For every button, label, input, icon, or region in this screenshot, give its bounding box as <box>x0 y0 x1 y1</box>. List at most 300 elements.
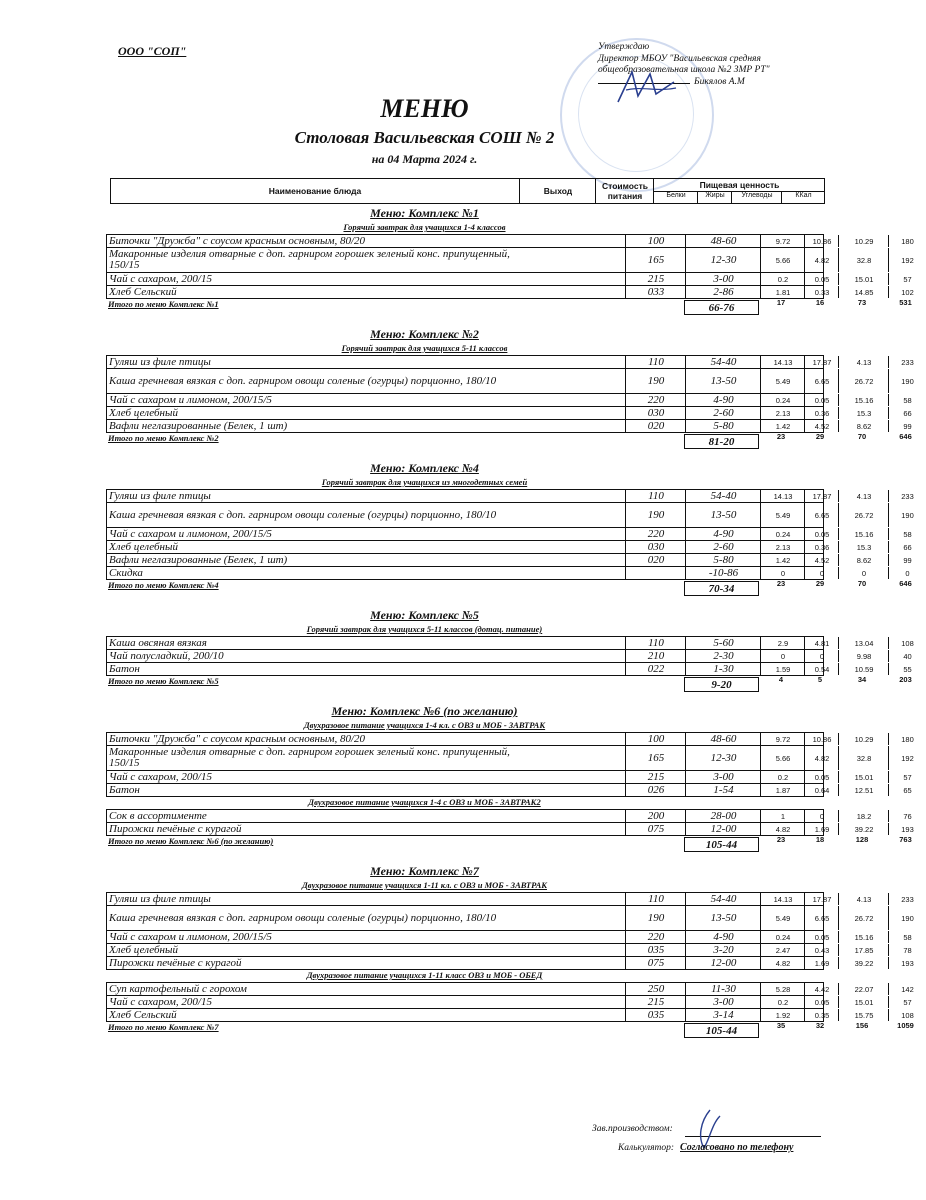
dish-name: Батон <box>109 662 140 675</box>
dish-name: Скидка <box>109 566 143 579</box>
dish-fat: 0.05 <box>804 273 839 285</box>
table-row <box>106 995 912 1009</box>
dish-name: Биточки "Дружба" с соусом красным основным, 80/20 <box>109 234 366 247</box>
dish-name: Каша гречневая вязкая с доп. гарниром овощи соленые (огурцы) порционно, 180/10 <box>109 911 497 924</box>
dish-name: Макаронные изделия отварные с доп. гарниром горошек зеленый конс. припущенный, 150/15 <box>109 746 510 769</box>
group-subtitle: Двухразовое питание учащихся 1-4 с ОВЗ и МОБ - ЗАВТРАК2 <box>308 797 541 807</box>
dish-carbs: 4.13 <box>838 893 889 905</box>
total-kcal: 646 <box>899 579 912 588</box>
dish-name: Каша овсяная вязкая <box>109 636 207 649</box>
total-protein: 23 <box>776 835 786 844</box>
dish-kcal: 76 <box>888 810 926 822</box>
dish-name: Чай с сахаром, 200/15 <box>109 995 212 1008</box>
table-row <box>106 540 912 554</box>
header-carbs: Углеводы <box>731 192 782 203</box>
dish-name: Пирожки печёные с курагой <box>109 956 242 969</box>
dish-name: Хлеб Сельский <box>109 285 177 298</box>
table-row <box>106 892 914 906</box>
dish-protein: 14.13 <box>760 893 805 905</box>
dish-cost: 3-00 <box>685 273 761 285</box>
section-total <box>106 432 912 449</box>
dish-kcal: 190 <box>888 503 926 527</box>
dish-fat: 6.65 <box>804 906 839 930</box>
dish-yield: 215 <box>625 996 686 1008</box>
table-row <box>106 822 914 836</box>
dish-name: Батон <box>109 783 140 796</box>
dish-name: Чай с сахаром и лимоном, 200/15/5 <box>109 527 272 540</box>
page-title: МЕНЮ <box>380 94 469 123</box>
total-carbs: 156 <box>855 1021 869 1030</box>
dish-carbs: 26.72 <box>838 503 889 527</box>
dish-cost: 3-20 <box>685 944 761 956</box>
dish-carbs: 39.22 <box>838 823 889 835</box>
dish-kcal: 190 <box>888 369 926 393</box>
table-row <box>106 783 912 797</box>
dish-fat: 1.69 <box>804 957 839 969</box>
dish-kcal: 99 <box>888 554 926 566</box>
dish-name: Чай полусладкий, 200/10 <box>109 649 224 662</box>
dish-protein: 0 <box>760 567 805 579</box>
dish-yield: 215 <box>625 771 686 783</box>
dish-kcal: 65 <box>888 784 926 796</box>
dish-name: Гуляш из филе птицы <box>109 892 211 905</box>
total-kcal: 763 <box>899 835 912 844</box>
manager-label: Зав.производством: <box>592 1124 673 1134</box>
dish-protein: 14.13 <box>760 490 805 502</box>
dish-protein: 9.72 <box>760 733 805 745</box>
table-row <box>106 770 912 784</box>
dish-yield: 165 <box>625 746 686 770</box>
dish-yield: 190 <box>625 503 686 527</box>
dish-cost: 4-90 <box>685 931 761 943</box>
dish-fat: 4.52 <box>804 554 839 566</box>
header-nutrition: Пищевая ценность <box>653 179 825 192</box>
dish-cost: 54-40 <box>685 356 761 368</box>
dish-fat: 10.86 <box>804 733 839 745</box>
dish-cost: 48-60 <box>685 235 761 247</box>
section-title: Меню: Комплекс №5 <box>370 608 479 622</box>
dish-name: Биточки "Дружба" с соусом красным основным, 80/20 <box>109 732 366 745</box>
table-row <box>106 662 912 676</box>
dish-cost: 5-80 <box>685 420 761 432</box>
dish-cost: 5-80 <box>685 554 761 566</box>
dish-carbs: 15.01 <box>838 273 889 285</box>
dish-carbs: 9.98 <box>838 650 889 662</box>
dish-fat: 0 <box>804 567 839 579</box>
dish-yield: 100 <box>625 733 686 745</box>
dish-cost: -10-86 <box>685 567 761 579</box>
dish-fat: 0.05 <box>804 996 839 1008</box>
total-fat: 18 <box>815 835 825 844</box>
dish-cost: 12-30 <box>685 746 761 770</box>
dish-carbs: 15.75 <box>838 1009 889 1021</box>
dish-fat: 0.43 <box>804 944 839 956</box>
dish-yield: 020 <box>625 420 686 432</box>
dish-yield: 110 <box>625 893 686 905</box>
dish-yield: 165 <box>625 248 686 272</box>
dish-carbs: 15.16 <box>838 528 889 540</box>
table-row <box>106 502 914 528</box>
dish-name: Чай с сахаром и лимоном, 200/15/5 <box>109 393 272 406</box>
total-cost: 105-44 <box>684 1023 759 1038</box>
dish-name: Каша гречневая вязкая с доп. гарниром овощи соленые (огурцы) порционно, 180/10 <box>109 374 497 387</box>
approval-line-3: общеобразовательная школа №2 ЗМР РТ" <box>598 65 770 75</box>
header-yield: Выход <box>519 179 596 203</box>
total-protein: 35 <box>776 1021 786 1030</box>
dish-cost: 28-00 <box>685 810 761 822</box>
table-row <box>106 285 914 299</box>
dish-fat: 0 <box>804 810 839 822</box>
dish-protein: 2.47 <box>760 944 805 956</box>
dish-fat: 0.64 <box>804 784 839 796</box>
table-row <box>106 943 912 957</box>
table-row <box>106 732 914 746</box>
total-protein: 4 <box>778 675 784 684</box>
table-row <box>106 368 914 394</box>
group-subtitle: Горячий завтрак для учащихся 1-4 классов <box>343 222 506 232</box>
dish-kcal: 66 <box>888 407 926 419</box>
dish-yield: 026 <box>625 784 686 796</box>
dish-name: Суп картофельный с горохом <box>109 982 247 995</box>
dish-kcal: 57 <box>888 273 926 285</box>
calculator-label: Калькулятор: <box>618 1143 675 1153</box>
total-fat: 16 <box>815 298 825 307</box>
dish-yield: 190 <box>625 906 686 930</box>
total-carbs: 70 <box>857 432 867 441</box>
dish-fat: 0.05 <box>804 771 839 783</box>
dish-carbs: 10.29 <box>838 733 889 745</box>
dish-yield: 190 <box>625 369 686 393</box>
dish-fat: 0.05 <box>804 394 839 406</box>
group-subtitle: Горячий завтрак для учащихся 5-11 классов <box>341 343 508 353</box>
total-protein: 23 <box>776 579 786 588</box>
total-cost: 66-76 <box>684 300 759 315</box>
dish-carbs: 15.16 <box>838 931 889 943</box>
dish-fat: 17.87 <box>804 490 839 502</box>
dish-protein: 0.24 <box>760 528 805 540</box>
dish-fat: 1.69 <box>804 823 839 835</box>
header-protein: Белки <box>653 192 698 203</box>
dish-fat: 6.65 <box>804 369 839 393</box>
dish-yield: 200 <box>625 810 686 822</box>
section-title: Меню: Комплекс №7 <box>370 864 479 878</box>
dish-fat: 4.42 <box>804 983 839 995</box>
dish-protein: 0.2 <box>760 273 805 285</box>
total-kcal: 203 <box>899 675 912 684</box>
total-kcal: 531 <box>899 298 912 307</box>
dish-cost: 4-90 <box>685 394 761 406</box>
dish-name: Вафли неглазированные (Белек, 1 шт) <box>109 553 288 566</box>
dish-kcal: 102 <box>888 286 926 298</box>
dish-protein: 1.92 <box>760 1009 805 1021</box>
section-total <box>106 835 912 852</box>
total-label: Итого по меню Комплекс №7 <box>108 1022 219 1032</box>
dish-cost: 54-40 <box>685 893 761 905</box>
dish-fat: 0.05 <box>804 931 839 943</box>
table-row <box>106 930 912 944</box>
dish-name: Хлеб целебный <box>109 943 178 956</box>
dish-cost: 13-50 <box>685 906 761 930</box>
dish-protein: 1.42 <box>760 554 805 566</box>
dish-name: Чай с сахаром, 200/15 <box>109 770 212 783</box>
dish-kcal: 66 <box>888 541 926 553</box>
dish-fat: 0.33 <box>804 286 839 298</box>
dish-carbs: 32.8 <box>838 248 889 272</box>
dish-protein: 5.49 <box>760 369 805 393</box>
dish-cost: 13-50 <box>685 503 761 527</box>
dish-kcal: 0 <box>888 567 926 579</box>
dish-carbs: 15.16 <box>838 394 889 406</box>
total-protein: 23 <box>776 432 786 441</box>
section-title: Меню: Комплекс №6 (по желанию) <box>331 704 518 718</box>
header-fat: Жиры <box>697 192 732 203</box>
dish-fat: 4.82 <box>804 248 839 272</box>
dish-cost: 13-50 <box>685 369 761 393</box>
dish-yield: 035 <box>625 944 686 956</box>
total-label: Итого по меню Комплекс №4 <box>108 580 219 590</box>
dish-yield: 215 <box>625 273 686 285</box>
dish-protein: 0.2 <box>760 996 805 1008</box>
approval-line-2: Директор МБОУ "Васильевская средняя <box>598 53 761 64</box>
dish-name: Сок в ассортименте <box>109 809 207 822</box>
dish-carbs: 8.62 <box>838 554 889 566</box>
dish-yield <box>625 567 686 579</box>
dish-carbs: 26.72 <box>838 906 889 930</box>
dish-name: Чай с сахаром, 200/15 <box>109 272 212 285</box>
total-carbs: 70 <box>857 579 867 588</box>
dish-fat: 0.36 <box>804 407 839 419</box>
dish-yield: 220 <box>625 528 686 540</box>
dish-protein: 5.66 <box>760 248 805 272</box>
dish-fat: 17.87 <box>804 893 839 905</box>
dish-carbs: 4.13 <box>838 490 889 502</box>
table-row <box>106 553 912 567</box>
total-protein: 17 <box>776 298 786 307</box>
dish-cost: 12-30 <box>685 248 761 272</box>
dish-protein: 1.42 <box>760 420 805 432</box>
dish-carbs: 10.59 <box>838 663 889 675</box>
dish-protein: 9.72 <box>760 235 805 247</box>
dish-cost: 3-00 <box>685 996 761 1008</box>
dish-fat: 0.54 <box>804 663 839 675</box>
dish-protein: 1 <box>760 810 805 822</box>
dish-protein: 2.13 <box>760 407 805 419</box>
dish-kcal: 233 <box>888 893 926 905</box>
dish-kcal: 57 <box>888 771 926 783</box>
dish-protein: 14.13 <box>760 356 805 368</box>
dish-cost: 48-60 <box>685 733 761 745</box>
group-subtitle: Двухразовое питание учащихся 1-4 кл. с ОВЗ и МОБ - ЗАВТРАК <box>303 720 546 730</box>
dish-yield: 210 <box>625 650 686 662</box>
total-cost: 9-20 <box>684 677 759 692</box>
table-row <box>106 272 912 286</box>
table-row <box>106 809 912 823</box>
dish-kcal: 180 <box>888 235 926 247</box>
dish-kcal: 192 <box>888 746 926 770</box>
dish-cost: 2-60 <box>685 541 761 553</box>
header-name: Наименование блюда <box>268 186 362 196</box>
dish-name: Макаронные изделия отварные с доп. гарниром горошек зеленый конс. припущенный, 150/15 <box>109 248 510 271</box>
table-row <box>106 527 912 541</box>
table-row <box>106 355 914 369</box>
table-row <box>106 649 912 663</box>
dish-protein: 5.49 <box>760 906 805 930</box>
section-title: Меню: Комплекс №4 <box>370 461 479 475</box>
menu-date: на 04 Марта 2024 г. <box>371 152 478 166</box>
total-carbs: 73 <box>857 298 867 307</box>
dish-kcal: 40 <box>888 650 926 662</box>
total-label: Итого по меню Комплекс №2 <box>108 433 219 443</box>
dish-kcal: 108 <box>888 1009 926 1021</box>
dish-name: Каша гречневая вязкая с доп. гарниром овощи соленые (огурцы) порционно, 180/10 <box>109 508 497 521</box>
dish-kcal: 58 <box>888 394 926 406</box>
section-total <box>106 675 912 692</box>
organization-name: ООО "СОП" <box>118 44 187 58</box>
dish-protein: 0.24 <box>760 394 805 406</box>
dish-name: Гуляш из филе птицы <box>109 489 211 502</box>
dish-carbs: 10.29 <box>838 235 889 247</box>
table-row <box>106 1008 914 1022</box>
dish-carbs: 15.3 <box>838 541 889 553</box>
dish-fat: 0.36 <box>804 541 839 553</box>
section-title: Меню: Комплекс №1 <box>370 206 479 220</box>
dish-fat: 4.81 <box>804 637 839 649</box>
dish-kcal: 99 <box>888 420 926 432</box>
dish-carbs: 39.22 <box>838 957 889 969</box>
dish-protein: 1.59 <box>760 663 805 675</box>
dish-yield: 100 <box>625 235 686 247</box>
total-fat: 29 <box>815 432 825 441</box>
table-row <box>106 566 910 580</box>
dish-kcal: 78 <box>888 944 926 956</box>
dish-kcal: 193 <box>888 823 926 835</box>
group-subtitle: Двухразовое питание учащихся 1-11 класс ОВЗ и МОБ - ОБЕД <box>306 970 543 980</box>
table-row <box>106 982 914 996</box>
section-total <box>106 1021 914 1038</box>
table-header <box>110 178 825 204</box>
dish-kcal: 58 <box>888 931 926 943</box>
dish-kcal: 180 <box>888 733 926 745</box>
dish-protein: 5.49 <box>760 503 805 527</box>
dish-yield: 020 <box>625 554 686 566</box>
total-kcal: 646 <box>899 432 912 441</box>
dish-carbs: 15.01 <box>838 771 889 783</box>
dish-carbs: 15.3 <box>838 407 889 419</box>
dish-name: Пирожки печёные с курагой <box>109 822 242 835</box>
total-label: Итого по меню Комплекс №1 <box>108 299 219 309</box>
table-row <box>106 636 914 650</box>
dish-cost: 54-40 <box>685 490 761 502</box>
dish-fat: 4.82 <box>804 746 839 770</box>
dish-cost: 3-14 <box>685 1009 761 1021</box>
dish-kcal: 55 <box>888 663 926 675</box>
dish-cost: 2-60 <box>685 407 761 419</box>
table-row <box>106 956 914 970</box>
dish-protein: 0.24 <box>760 931 805 943</box>
dish-kcal: 233 <box>888 356 926 368</box>
dish-carbs: 26.72 <box>838 369 889 393</box>
dish-protein: 4.82 <box>760 957 805 969</box>
dish-cost: 2-30 <box>685 650 761 662</box>
dish-fat: 0.05 <box>804 528 839 540</box>
dish-name: Хлеб целебный <box>109 406 178 419</box>
dish-protein: 0.2 <box>760 771 805 783</box>
dish-carbs: 32.8 <box>838 746 889 770</box>
dish-cost: 12-00 <box>685 957 761 969</box>
dish-fat: 10.86 <box>804 235 839 247</box>
dish-kcal: 108 <box>888 637 926 649</box>
dish-carbs: 0 <box>838 567 889 579</box>
dish-kcal: 142 <box>888 983 926 995</box>
dish-cost: 2-86 <box>685 286 761 298</box>
calculator-value: Согласовано по телефону <box>680 1142 794 1153</box>
dish-cost: 4-90 <box>685 528 761 540</box>
dish-fat: 0 <box>804 650 839 662</box>
total-carbs: 34 <box>857 675 867 684</box>
dish-carbs: 14.85 <box>838 286 889 298</box>
dish-protein: 5.66 <box>760 746 805 770</box>
group-subtitle: Горячий завтрак для учащихся из многодетных семей <box>321 477 528 487</box>
dish-name: Хлеб Сельский <box>109 1008 177 1021</box>
group-subtitle: Двухразовое питание учащихся 1-11 кл. с ОВЗ и МОБ - ЗАВТРАК <box>301 880 548 890</box>
total-cost: 81-20 <box>684 434 759 449</box>
dish-yield: 033 <box>625 286 686 298</box>
dish-name: Гуляш из филе птицы <box>109 355 211 368</box>
dish-fat: 6.65 <box>804 503 839 527</box>
total-fat: 29 <box>815 579 825 588</box>
section-total <box>106 298 912 315</box>
canteen-name: Столовая Васильевская СОШ № 2 <box>294 128 555 147</box>
table-row <box>106 406 912 420</box>
table-row <box>106 419 912 433</box>
total-cost: 105-44 <box>684 837 759 852</box>
dish-carbs: 13.04 <box>838 637 889 649</box>
dish-carbs: 4.13 <box>838 356 889 368</box>
dish-carbs: 18.2 <box>838 810 889 822</box>
dish-fat: 4.52 <box>804 420 839 432</box>
table-row <box>106 905 914 931</box>
dish-fat: 17.87 <box>804 356 839 368</box>
table-row <box>106 393 912 407</box>
dish-name: Чай с сахаром и лимоном, 200/15/5 <box>109 930 272 943</box>
dish-yield: 110 <box>625 356 686 368</box>
dish-cost: 1-54 <box>685 784 761 796</box>
dish-yield: 075 <box>625 957 686 969</box>
total-fat: 5 <box>817 675 823 684</box>
dish-cost: 1-30 <box>685 663 761 675</box>
table-row <box>106 247 914 273</box>
section-total <box>106 579 912 596</box>
header-kcal: ККал <box>781 192 825 203</box>
dish-carbs: 17.85 <box>838 944 889 956</box>
dish-protein: 2.9 <box>760 637 805 649</box>
section-title: Меню: Комплекс №2 <box>370 327 479 341</box>
dish-carbs: 12.51 <box>838 784 889 796</box>
header-cost: Стоимость питания <box>595 179 654 203</box>
dish-protein: 1.87 <box>760 784 805 796</box>
dish-yield: 030 <box>625 407 686 419</box>
total-fat: 32 <box>815 1021 825 1030</box>
dish-fat: 0.35 <box>804 1009 839 1021</box>
approval-line-1: Утверждаю <box>598 42 650 52</box>
dish-yield: 110 <box>625 490 686 502</box>
dish-protein: 5.28 <box>760 983 805 995</box>
dish-carbs: 22.07 <box>838 983 889 995</box>
dish-cost: 3-00 <box>685 771 761 783</box>
dish-yield: 250 <box>625 983 686 995</box>
total-label: Итого по меню Комплекс №6 (по желанию) <box>108 836 274 846</box>
group-subtitle: Горячий завтрак для учащихся 5-11 классов (дотац. питание) <box>306 624 543 634</box>
